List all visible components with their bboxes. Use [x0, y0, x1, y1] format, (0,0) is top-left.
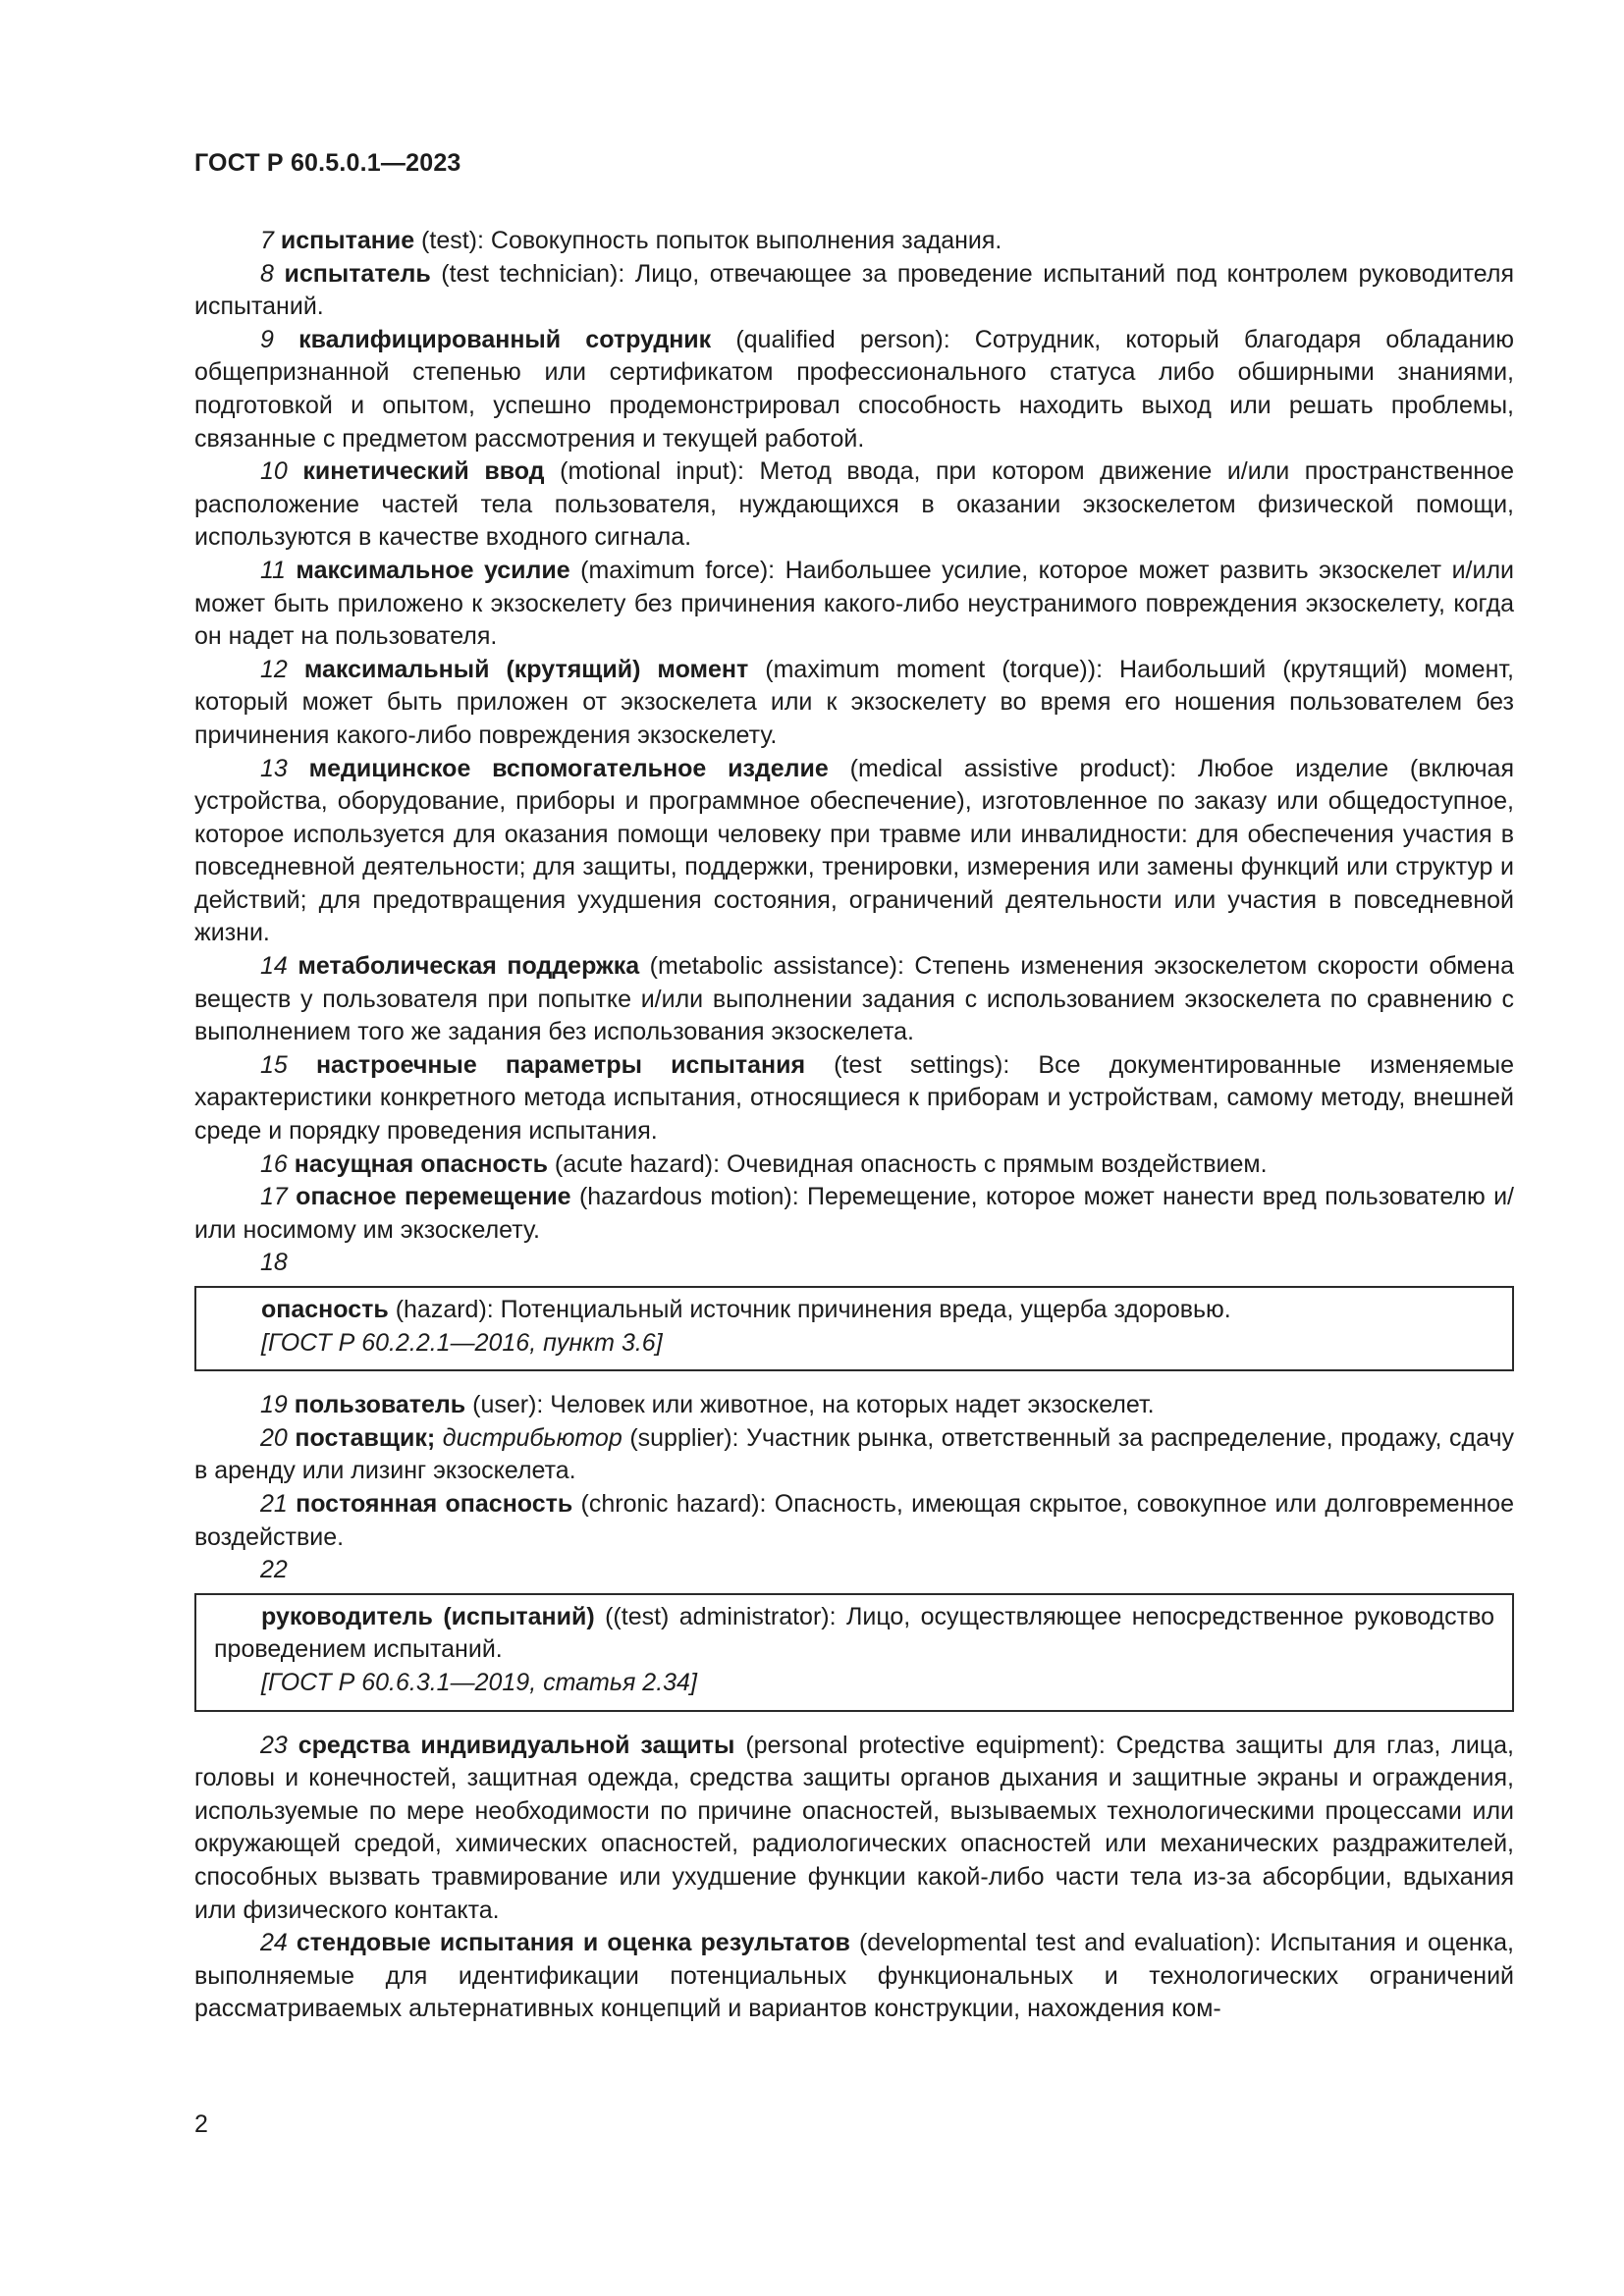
definition-text: (supplier): Участник рынка, ответственный за распределение, продажу, сдачу в аренду или лизинг экзоскелета.	[194, 1423, 1515, 1485]
definition-text: (test technician): Лицо, отвечающее за проведение испытаний под контролем руководителя испытаний.	[194, 259, 1514, 321]
definition-number: 16	[260, 1149, 288, 1178]
definition-item	[214, 1601, 1494, 1667]
definition-item	[194, 1389, 1514, 1422]
definition-term: медицинское вспомогательное изделие	[308, 754, 829, 782]
definition-item	[194, 1049, 1514, 1148]
definition-text: (maximum moment (torque)): Наибольший (крутящий) момент, который может быть приложен от экзоскелета или к экзоскелету во время его ношения пользователем без причинения какого-либо повреждения экзоскелету.	[194, 655, 1514, 749]
definition-text: (chronic hazard): Опасность, имеющая скрытое, совокупное или долговременное воздействие.	[194, 1489, 1514, 1551]
definition-text: (test settings): Все документированные изменяемые характеристики конкретного метода испытания, относящиеся к приборам и устройствам, самому методу, внешней среде и порядку проведения испытания.	[194, 1050, 1514, 1146]
definition-number: 8	[260, 259, 274, 288]
definition-source: [ГОСТ Р 60.2.2.1—2016, пункт 3.6]	[261, 1328, 663, 1357]
definition-term: насущная опасность	[294, 1149, 548, 1178]
definition-number: 19	[260, 1391, 288, 1419]
definition-term: пользователь	[294, 1391, 466, 1419]
definition-item	[194, 555, 1514, 654]
definition-item	[214, 1294, 1494, 1327]
definition-term: максимальное усилие	[296, 556, 570, 584]
definition-text: (qualified person): Сотрудник, который благодаря обладанию общепризнанной степенью или сертификатом профессионального статуса либо обширными знаниями, подготовкой и опытом, успешно продемонстрировал способность находить выход или решать проблемы, связанные с предметом рассмотрения и текущей работой.	[194, 325, 1514, 453]
definition-text: (hazard): Потенциальный источник причинения вреда, ущерба здоровью.	[388, 1296, 1231, 1323]
definition-text: (developmental test and evaluation): Испытания и оценка, выполняемые для идентификации потенциальных функциональных и технологических ограничений рассматриваемых альтернативных концепций и вариантов конструкции, нахождения ком-	[194, 1929, 1515, 2023]
definition-text: ((test) administrator): Лицо, осуществляющее непосредственное руководство проведением испытаний.	[214, 1602, 1494, 1664]
definition-text: (personal protective equipment): Средства защиты для глаз, лица, головы и конечностей, защитная одежда, средства защиты органов дыхания и защитные экраны и ограждения, используемые по мере необходимости по причине опасностей, вызываемых технологическими процессами или окружающей средой, химических опасностей, радиологических опасностей или механических раздражителей, способных вызвать травмирование или ухудшение функции какой-либо части тела из-за абсорбции, вдыхания или физического контакта.	[194, 1731, 1515, 1924]
definition-item	[194, 1422, 1514, 1488]
definition-term: испытание	[280, 227, 415, 254]
definition-text: (medical assistive product): Любое изделие (включая устройства, оборудование, приборы и программное обеспечение), изготовленное по заказу или общедоступное, которое используется для оказания помощи человеку при травме или инвалидности: для обеспечения участия в повседневной деятельности; для защиты, поддержки, тренировки, измерения или замены функций или структур и действий; для предотвращения ухудшения состояния, ограничений деятельности или участия в повседневной жизни.	[194, 754, 1514, 947]
definition-term: постоянная опасность	[296, 1489, 573, 1518]
definition-text: (hazardous motion): Перемещение, которое может нанести вред пользователю и/или носимому им экзоскелету.	[194, 1183, 1514, 1244]
definition-item	[194, 1181, 1514, 1247]
definition-number: 9	[260, 325, 274, 353]
definition-term: настроечные параметры испытания	[315, 1050, 806, 1079]
definition-number: 15	[260, 1050, 288, 1079]
definition-number: 11	[260, 556, 286, 584]
definition-text: (acute hazard): Очевидная опасность с прямым воздействием.	[547, 1149, 1268, 1178]
definition-term: квалифицированный сотрудник	[298, 325, 712, 353]
page-number: 2	[194, 2110, 208, 2138]
definition-term: руководитель (испытаний)	[261, 1602, 595, 1630]
definition-number: 7	[260, 227, 274, 254]
definition-text: (maximum force): Наибольшее усилие, которое может развить экзоскелет и/или может быть приложено к экзоскелету без причинения какого-либо неустранимого повреждения экзоскелету, когда он надет на пользователя.	[194, 556, 1514, 651]
definition-number: 14	[260, 952, 288, 981]
definition-number: 21	[260, 1489, 288, 1518]
quoted-definition-box	[194, 1593, 1514, 1712]
definition-item	[194, 950, 1514, 1049]
definition-source: [ГОСТ Р 60.6.3.1—2019, статья 2.34]	[261, 1668, 697, 1696]
definition-item	[194, 753, 1514, 951]
definition-term: кинетический ввод	[302, 457, 545, 486]
definition-synonym: дистрибьютор	[442, 1423, 623, 1452]
definition-text: (metabolic assistance): Степень изменения экзоскелетом скорости обмена веществ у пользователя при попытке и/или выполнении задания с использованием экзоскелета по сравнению с выполнением того же задания без использования экзоскелета.	[194, 952, 1515, 1046]
quoted-definition-box	[194, 1286, 1514, 1371]
definition-item	[194, 258, 1514, 324]
definition-item	[194, 324, 1514, 455]
definition-item	[194, 455, 1514, 555]
definitions-list	[194, 225, 1514, 2026]
definition-number: 22	[260, 1556, 288, 1584]
document-header: ГОСТ Р 60.5.0.1—2023	[194, 149, 461, 177]
definition-term: стендовые испытания и оценка результатов	[296, 1929, 850, 1957]
definition-term: поставщик;	[295, 1423, 436, 1452]
definition-item	[194, 1148, 1514, 1182]
definition-term: метаболическая поддержка	[298, 952, 640, 981]
definition-item	[194, 1488, 1514, 1554]
definition-item	[194, 1927, 1514, 2026]
definition-text: (test): Совокупность попыток выполнения задания.	[414, 227, 1002, 254]
definition-number: 23	[260, 1731, 288, 1759]
definition-text: (user): Человек или животное, на которых надет экзоскелет.	[465, 1391, 1155, 1419]
definition-item	[194, 1730, 1514, 1928]
definition-term: максимальный (крутящий) момент	[303, 655, 749, 683]
definition-number: 13	[260, 754, 288, 782]
definition-term: опасное перемещение	[296, 1183, 571, 1211]
definition-term: средства индивидуальной защиты	[298, 1731, 735, 1759]
definition-number: 24	[260, 1929, 288, 1957]
definition-term: испытатель	[284, 259, 431, 288]
definition-number: 17	[260, 1183, 288, 1211]
definition-number: 20	[260, 1423, 288, 1452]
definition-item	[194, 654, 1514, 753]
definition-number: 18	[260, 1249, 288, 1277]
definition-text: (motional input): Метод ввода, при котором движение и/или пространственное расположение частей тела пользователя, нуждающихся в оказании экзоскелетом физической помощи, используются в качестве входного сигнала.	[194, 457, 1514, 552]
definition-number: 10	[260, 457, 288, 486]
definition-number: 12	[260, 655, 288, 683]
definition-term: опасность	[261, 1296, 389, 1323]
definition-item	[194, 225, 1514, 258]
